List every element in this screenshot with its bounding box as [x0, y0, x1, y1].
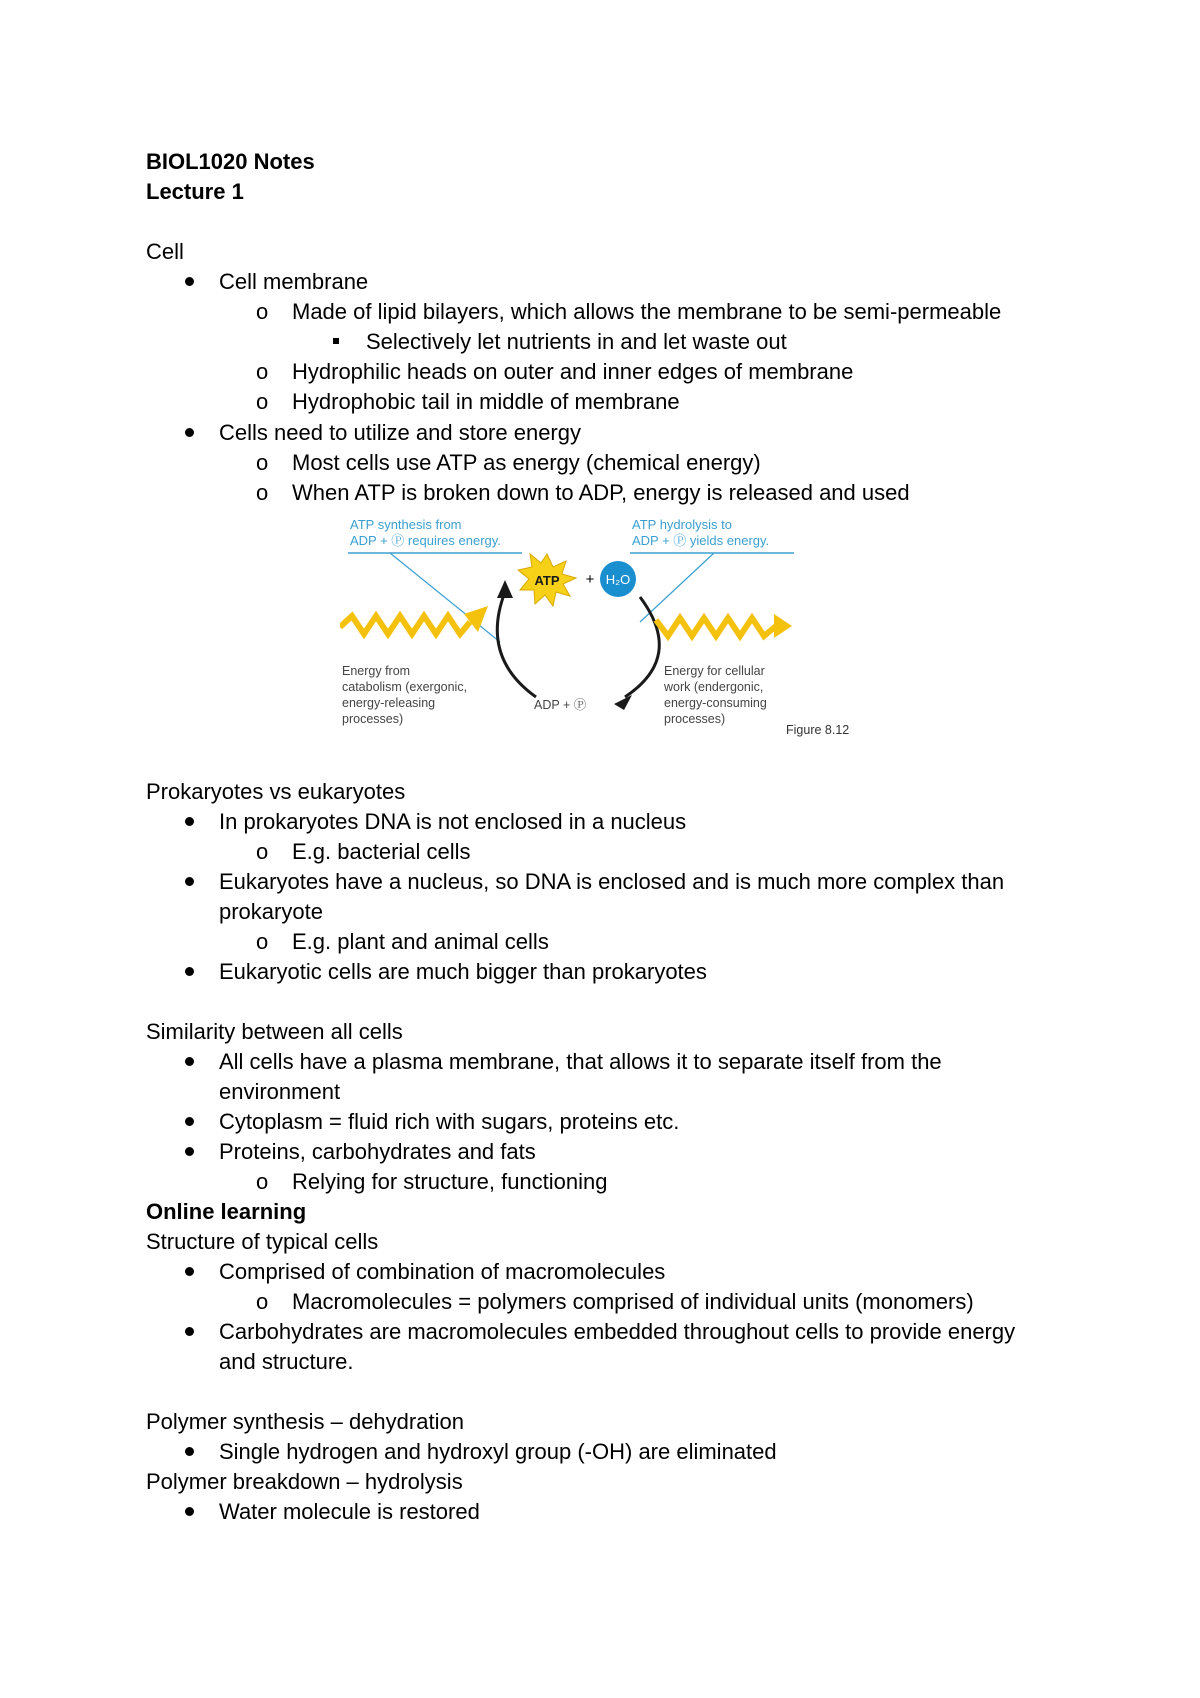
bullet-dot — [185, 817, 194, 826]
list-item: Macromolecules = polymers comprised of individual units (monomers) — [292, 1289, 974, 1314]
list-item: Cytoplasm = fluid rich with sugars, proteins etc. — [219, 1109, 680, 1134]
list-item: Cells need to utilize and store energy — [219, 420, 581, 445]
list-item-continuation: environment — [219, 1079, 341, 1104]
bullet-dot — [185, 967, 194, 976]
section-heading-online: Online learning — [146, 1199, 307, 1224]
bullet-circle: o — [256, 299, 269, 324]
list-item: Hydrophobic tail in middle of membrane — [292, 389, 680, 414]
figure-right-title-1: ATP hydrolysis to — [632, 517, 732, 532]
right-desc-line: Energy for cellular — [664, 664, 765, 678]
list-item: Comprised of combination of macromolecules — [219, 1259, 666, 1284]
lecture-label: Lecture 1 — [146, 179, 244, 204]
section-heading-similarity: Similarity between all cells — [146, 1019, 403, 1044]
bullet-dot — [185, 428, 194, 437]
bullet-circle: o — [256, 839, 269, 864]
list-item: Hydrophilic heads on outer and inner edges of membrane — [292, 359, 854, 384]
list-item: Cell membrane — [219, 269, 369, 294]
right-desc-line: processes) — [664, 712, 726, 726]
section-heading-cell: Cell — [146, 239, 184, 264]
section-heading-polymer-breakdown: Polymer breakdown – hydrolysis — [146, 1469, 463, 1494]
energy-in-zigzag — [340, 616, 470, 634]
bullet-circle: o — [256, 359, 269, 384]
arrow-synthesis-head — [497, 580, 513, 598]
bullet-dot — [185, 1507, 194, 1516]
list-item: E.g. bacterial cells — [292, 839, 471, 864]
energy-out-arrowhead — [774, 614, 792, 638]
left-desc-line: energy-releasing — [342, 696, 436, 710]
right-desc-line: work (endergonic, — [664, 680, 764, 694]
document-title: BIOL1020 Notes — [146, 149, 315, 174]
left-desc-line: Energy from — [342, 664, 411, 678]
list-item: Relying for structure, functioning — [292, 1169, 608, 1194]
bullet-dot — [185, 1267, 194, 1276]
list-item-continuation: and structure. — [219, 1349, 354, 1374]
bullet-circle: o — [256, 480, 269, 505]
list-item: Eukaryotes have a nucleus, so DNA is enclosed and is much more complex than — [219, 869, 1005, 894]
bullet-dot — [185, 1117, 194, 1126]
energy-out-zigzag — [656, 618, 776, 636]
list-item: Eukaryotic cells are much bigger than prokaryotes — [219, 959, 707, 984]
list-item: When ATP is broken down to ADP, energy is released and used — [292, 480, 910, 505]
arrow-hydrolysis — [625, 597, 659, 697]
left-desc-line: catabolism (exergonic, — [342, 680, 468, 694]
list-item: All cells have a plasma membrane, that allows it to separate itself from the — [219, 1049, 942, 1074]
atp-cycle-figure — [340, 512, 860, 752]
figure-right-title-2: ADP + Ⓟ yields energy. — [632, 533, 770, 548]
bullet-circle: o — [256, 450, 269, 475]
bullet-circle: o — [256, 389, 269, 414]
figure-left-title-1: ATP synthesis from — [350, 517, 462, 532]
bullet-dot — [185, 877, 194, 886]
list-item: Most cells use ATP as energy (chemical energy) — [292, 450, 761, 475]
bullet-square — [333, 338, 339, 344]
adp-label: ADP + Ⓟ — [534, 698, 587, 712]
subheading-structure: Structure of typical cells — [146, 1229, 379, 1254]
list-item: In prokaryotes DNA is not enclosed in a nucleus — [219, 809, 687, 834]
bullet-circle: o — [256, 1289, 269, 1314]
water-molecule-icon — [600, 561, 636, 597]
list-item: Proteins, carbohydrates and fats — [219, 1139, 536, 1164]
list-item: Water molecule is restored — [219, 1499, 480, 1524]
list-item: Made of lipid bilayers, which allows the membrane to be semi-permeable — [292, 299, 1002, 324]
bullet-dot — [185, 1147, 194, 1156]
section-heading-polymer-synthesis: Polymer synthesis – dehydration — [146, 1409, 464, 1434]
bullet-dot — [185, 1327, 194, 1336]
bullet-dot — [185, 1447, 194, 1456]
list-item: E.g. plant and animal cells — [292, 929, 549, 954]
atp-label: ATP — [534, 573, 560, 588]
figure-left-title-2: ADP + Ⓟ requires energy. — [350, 533, 501, 548]
list-item-continuation: prokaryote — [219, 899, 323, 924]
bullet-dot — [185, 277, 194, 286]
list-item: Single hydrogen and hydroxyl group (-OH) are eliminated — [219, 1439, 777, 1464]
figure-plus: + — [585, 571, 595, 588]
figure-caption: Figure 8.12 — [786, 723, 850, 737]
bullet-circle: o — [256, 1169, 269, 1194]
arrow-synthesis — [497, 592, 536, 697]
list-item: Carbohydrates are macromolecules embedded throughout cells to provide energy — [219, 1319, 1016, 1344]
bullet-circle: o — [256, 929, 269, 954]
section-heading-prokaryotes: Prokaryotes vs eukaryotes — [146, 779, 406, 804]
left-desc-line: processes) — [342, 712, 404, 726]
bullet-dot — [185, 1057, 194, 1066]
arrow-hydrolysis-head — [614, 695, 632, 710]
right-desc-line: energy-consuming — [664, 696, 767, 710]
water-label: H₂O — [605, 572, 631, 587]
atp-burst-icon — [518, 554, 576, 606]
list-item: Selectively let nutrients in and let waste out — [366, 329, 787, 354]
